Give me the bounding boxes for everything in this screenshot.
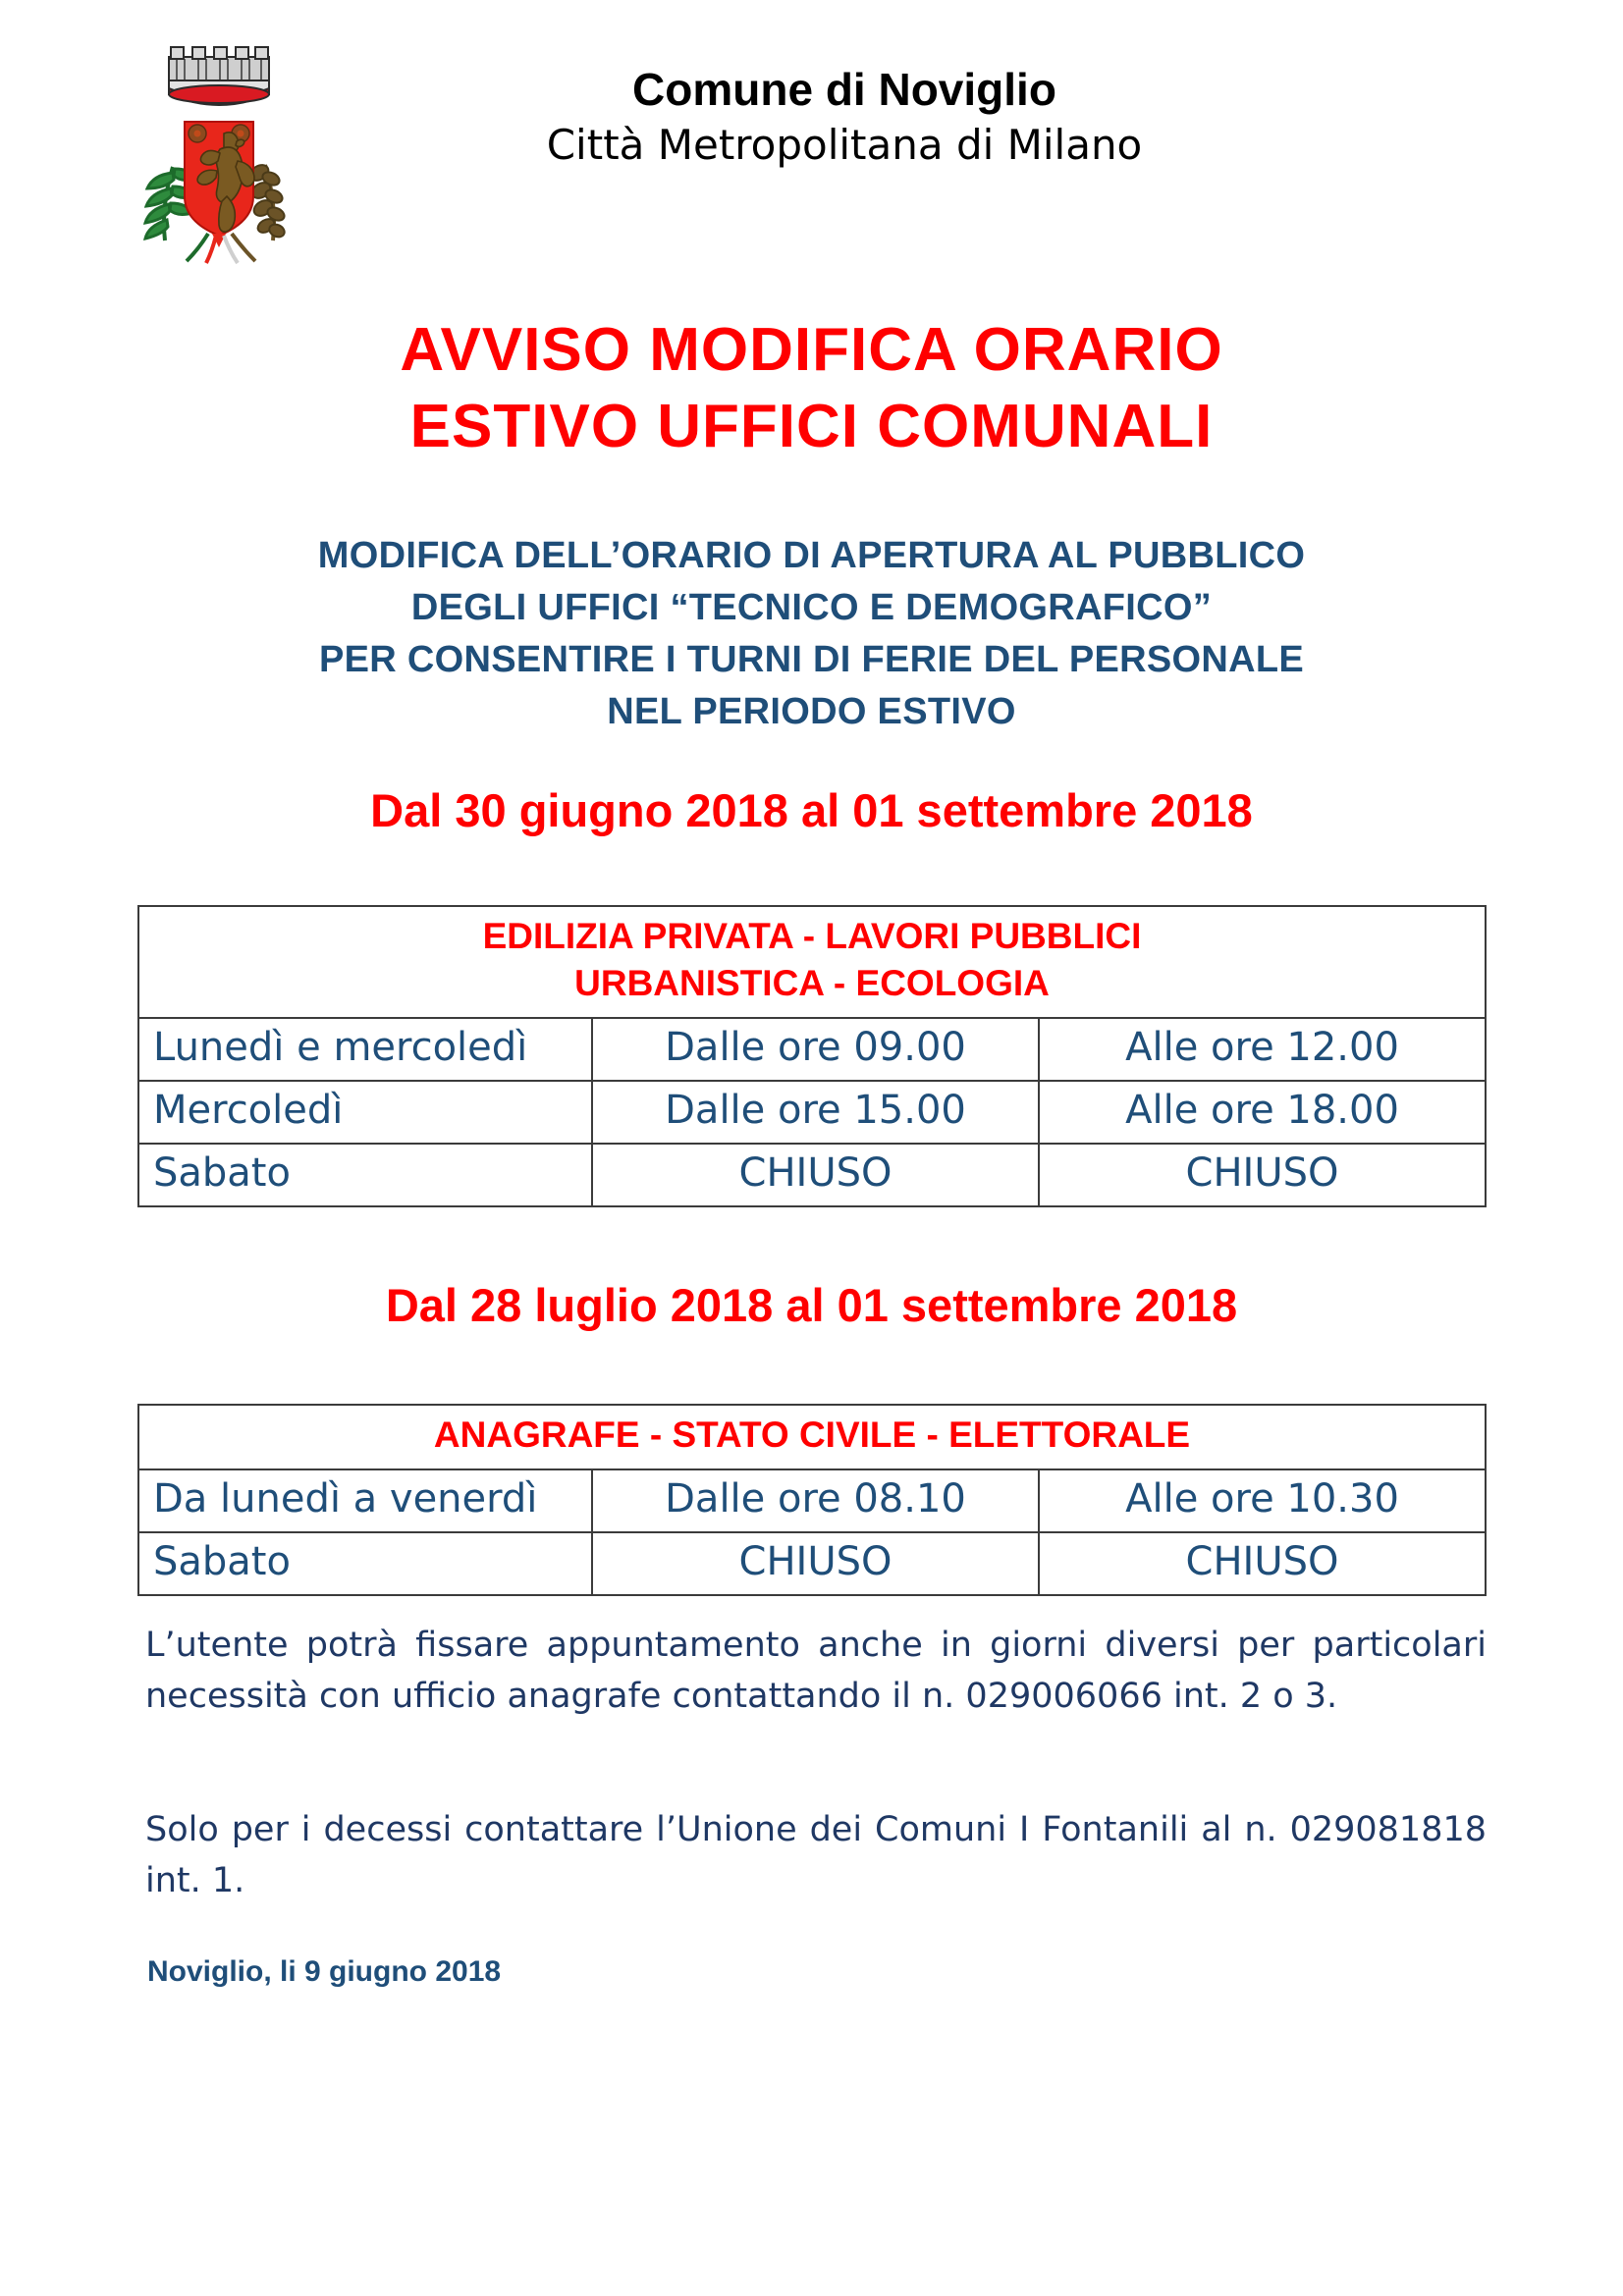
table-1-row-1-day: Lunedì e mercoledì — [138, 1018, 592, 1081]
table-2-row-1-to: Alle ore 10.30 — [1039, 1469, 1486, 1532]
table-2-row-2-day: Sabato — [138, 1532, 592, 1595]
table-row — [138, 1144, 1486, 1206]
document-header — [0, 39, 1623, 265]
table-row — [138, 1532, 1486, 1595]
page-title-line-1: AVVISO MODIFICA ORARIO — [400, 316, 1223, 384]
table-header-row — [138, 1405, 1486, 1469]
table-2-row-2-from: CHIUSO — [592, 1532, 1039, 1595]
table-1-row-1-from: Dalle ore 09.00 — [592, 1018, 1039, 1081]
organization-subtitle: Città Metropolitana di Milano — [546, 121, 1143, 169]
table-1-header-line-1: EDILIZIA PRIVATA - LAVORI PUBBLICI — [482, 916, 1142, 956]
table-2-row-2-to: CHIUSO — [1039, 1532, 1486, 1595]
table-1-row-1-to: Alle ore 12.00 — [1039, 1018, 1486, 1081]
organization-name: Comune di Noviglio — [632, 64, 1056, 115]
table-header-row — [138, 906, 1486, 1018]
place-and-date-signature: Noviglio, li 9 giugno 2018 — [147, 1955, 502, 1988]
page-subtitle-line-3: PER CONSENTIRE I TURNI DI FERIE DEL PERSONALE — [318, 639, 1305, 680]
table-2-header-cell — [138, 1405, 1486, 1469]
table-1-header-cell — [138, 906, 1486, 1018]
page-subtitle-line-2: DEGLI UFFICI “TECNICO E DEMOGRAFICO” — [410, 587, 1213, 628]
table-row — [138, 1081, 1486, 1144]
section-1-date-heading: Dal 30 giugno 2018 al 01 settembre 2018 — [370, 784, 1253, 836]
header-titles — [324, 61, 1365, 173]
body-paragraph-appointments: L’utente potrà fissare appuntamento anche in giorni diversi per particolari necessità con ufficio anagrafe contattando il n. 029006066 int. 2 o 3. — [145, 1626, 1487, 1716]
schedule-table-technical-office — [137, 905, 1487, 1207]
page-title — [0, 312, 1623, 465]
table-1-row-3-to: CHIUSO — [1039, 1144, 1486, 1206]
page-subtitle-line-1: MODIFICA DELL’ORARIO DI APERTURA AL PUBBLICO — [317, 535, 1306, 576]
schedule-table-registry-office — [137, 1404, 1487, 1596]
body-paragraph-deaths: Solo per i decessi contattare l’Unione dei Comuni I Fontanili al n. 029081818 int. 1. — [145, 1810, 1487, 1900]
table-1-header-line-2: URBANISTICA - ECOLOGIA — [574, 963, 1050, 1003]
table-2-header-line-1: ANAGRAFE - STATO CIVILE - ELETTORALE — [433, 1415, 1191, 1455]
table-1-row-2-day: Mercoledì — [138, 1081, 592, 1144]
table-1-row-2-to: Alle ore 18.00 — [1039, 1081, 1486, 1144]
table-2-row-1-day: Da lunedì a venerdì — [138, 1469, 592, 1532]
page-subtitle — [0, 530, 1623, 738]
section-2-date-heading: Dal 28 luglio 2018 al 01 settembre 2018 — [385, 1279, 1238, 1331]
table-2-row-1-from: Dalle ore 08.10 — [592, 1469, 1039, 1532]
page-subtitle-line-4: NEL PERIODO ESTIVO — [607, 691, 1016, 732]
table-row — [138, 1018, 1486, 1081]
page-title-line-2: ESTIVO UFFICI COMUNALI — [409, 393, 1214, 460]
table-1-row-2-from: Dalle ore 15.00 — [592, 1081, 1039, 1144]
table-1-row-3-day: Sabato — [138, 1144, 592, 1206]
table-row — [138, 1469, 1486, 1532]
table-1-row-3-from: CHIUSO — [592, 1144, 1039, 1206]
coat-of-arms-icon — [126, 39, 312, 265]
